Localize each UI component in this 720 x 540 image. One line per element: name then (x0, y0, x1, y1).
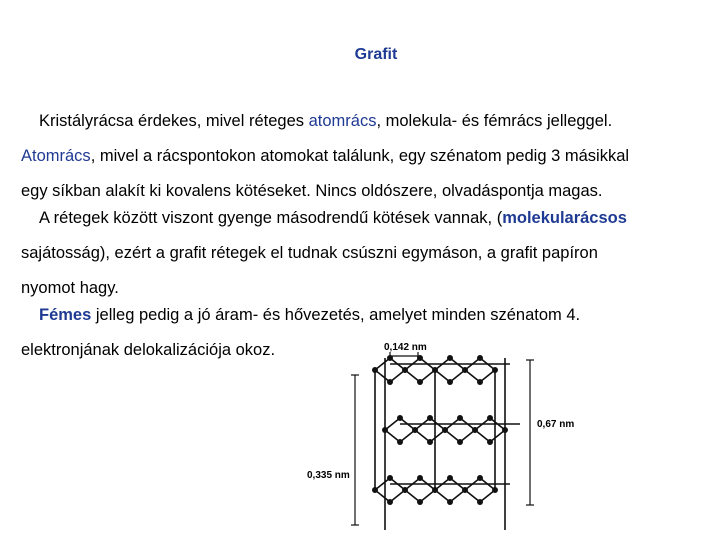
carbon-atom (447, 355, 453, 361)
label-bond-length: 0,142 nm (384, 342, 427, 353)
carbon-atom (387, 499, 393, 505)
paragraph-line (21, 104, 711, 139)
carbon-atom (492, 367, 498, 373)
keyword-atomracs-2: Atomrács (21, 147, 91, 165)
keyword-femes: Fémes (39, 306, 92, 324)
keyword-atomracs: atomrács (308, 112, 377, 130)
graphite-lattice-diagram (300, 330, 600, 540)
carbon-atom (457, 439, 463, 445)
paragraph-line: nyomot hagy. (21, 279, 119, 297)
carbon-atom (397, 439, 403, 445)
carbon-atom (412, 427, 418, 433)
page-title: Grafit (354, 46, 398, 63)
paragraph-line: egy síkban alakít ki kovalens kötéseket. Nincs oldószere, olvadáspontja magas. (21, 182, 603, 200)
carbon-atom (397, 415, 403, 421)
carbon-atom (447, 379, 453, 385)
carbon-atom (477, 499, 483, 505)
carbon-atom (432, 487, 438, 493)
carbon-atom (477, 475, 483, 481)
dimension-lines (351, 352, 534, 525)
carbon-atom (492, 487, 498, 493)
carbon-atom (427, 439, 433, 445)
carbon-atom (462, 487, 468, 493)
text-span: jelleg pedig a jó áram- és hővezetés, amelyet minden szénatom 4. (91, 306, 581, 324)
carbon-atom (387, 379, 393, 385)
carbon-atom (372, 487, 378, 493)
paragraph-line (21, 139, 711, 174)
carbon-atom (417, 379, 423, 385)
paragraph-structure (21, 104, 711, 209)
carbon-atom (447, 499, 453, 505)
paragraph-line (21, 298, 711, 333)
carbon-atom (402, 367, 408, 373)
carbon-atom (477, 379, 483, 385)
carbon-atom (457, 415, 463, 421)
keyword-molekularacsos: molekularácsos (502, 209, 627, 227)
carbon-atom (487, 439, 493, 445)
label-layer-period: 0,67 nm (537, 419, 575, 430)
text-span: Kristályrácsa érdekes, mivel réteges (39, 112, 309, 130)
carbon-atom (447, 475, 453, 481)
paragraph-layers (21, 201, 711, 306)
carbon-atom (427, 415, 433, 421)
carbon-atom (372, 367, 378, 373)
carbon-atom (382, 427, 388, 433)
carbon-atom (417, 475, 423, 481)
label-layer-gap: 0,335 nm (307, 470, 350, 481)
carbon-atom (387, 475, 393, 481)
text-span: , molekula- és fémrács jelleggel. (376, 112, 613, 130)
carbon-atom (472, 427, 478, 433)
carbon-atom (477, 355, 483, 361)
carbon-atom (417, 499, 423, 505)
carbon-atom (462, 367, 468, 373)
carbon-atom (402, 487, 408, 493)
carbon-atom (442, 427, 448, 433)
paragraph-line: sajátosság), ezért a grafit rétegek el tudnak csúszni egymáson, a grafit papíron (21, 244, 598, 262)
text-span: A rétegek között viszont gyenge másodrendű kötések vannak, ( (39, 209, 503, 227)
carbon-atom (487, 415, 493, 421)
carbon-atom (432, 367, 438, 373)
paragraph-line (21, 201, 711, 236)
paragraph-line: elektronjának delokalizációja okoz. (21, 341, 276, 359)
text-span: , mivel a rácspontokon atomokat találunk, egy szénatom pedig 3 másikkal (90, 147, 630, 165)
carbon-atom (502, 427, 508, 433)
